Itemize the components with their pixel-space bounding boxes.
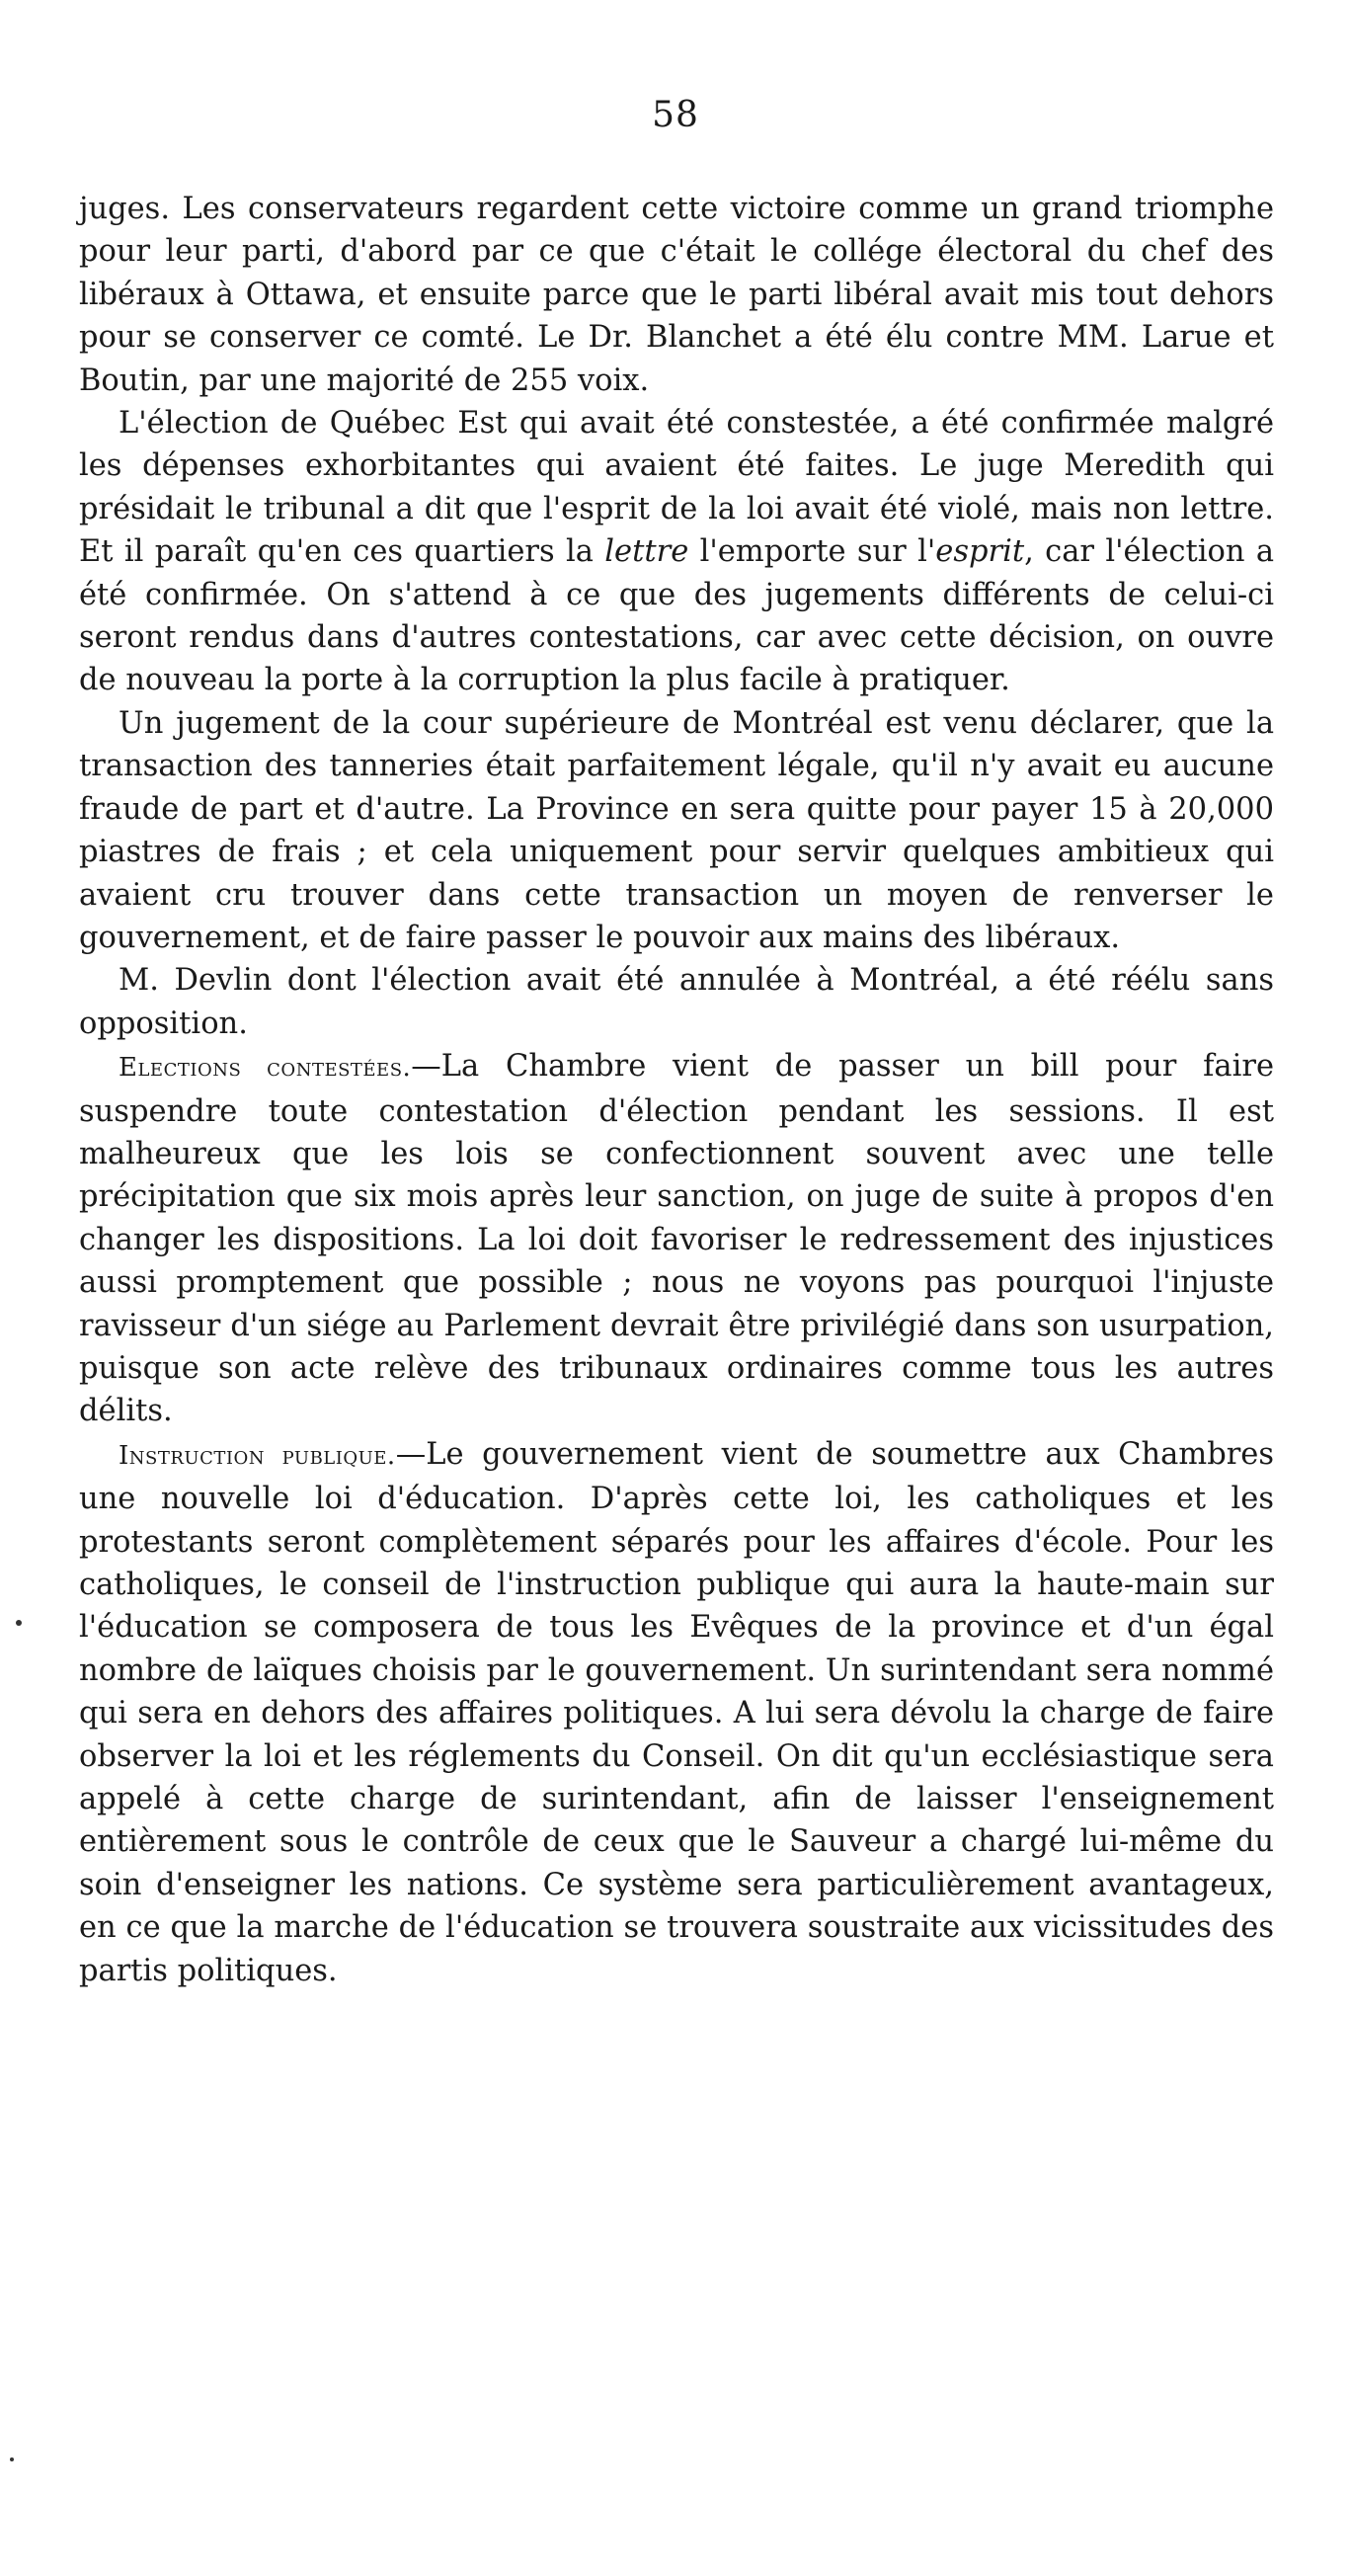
paragraph-p3 [79, 702, 1274, 959]
stray-ink-mark [10, 2457, 14, 2461]
paragraph-p2 [79, 402, 1274, 702]
stray-ink-mark [16, 1620, 22, 1626]
text-run: L'élection de Québec Est qui avait été constestée, a été confirmée malgré les dépenses exhorbitantes qui avaient été faites. Le juge Meredith qui présidait le tribunal a dit que l'esprit de la loi avait été violé, mais non lettre. Et il paraît qu'en ces quartiers la [79, 406, 1274, 570]
italic-word-esprit: esprit [935, 534, 1025, 570]
text-run: —Le gouvernement vient de soumettre aux Chambres une nouvelle loi d'éducation. D'après cette loi, les catholiques et les protestants seront complètement séparés pour les affaires d'école. Pour les catholiques, le conseil de l'instruction publique qui aura la haute-main sur l'éducation se composera de tous les Evêques de la province et d'un égal nombre de laïques choisis par le gouvernement. Un surintendant sera nommé qui sera en dehors des affaires politiques. A lui sera dévolu la charge de faire observer la loi et les réglements du Conseil. On dit qu'un ecclésiastique sera appelé à cette charge de surintendant, afin de laisser l'enseignement entièrement sous le contrôle de ceux que le Sauveur a chargé lui-même du soin d'enseigner les nations. Ce système sera particulièrement avantageux, en ce que la marche de l'éducation se trouvera soustraite aux vicissitudes des partis politiques. [79, 1436, 1275, 1988]
text-run: l'emporte sur l' [688, 534, 936, 570]
body-text [79, 188, 1274, 1992]
paragraph-elections-contestees [79, 1045, 1274, 1433]
text-run: Un jugement de la cour supérieure de Montréal est venu déclarer, que la transaction des tanneries était parfaitement légale, qu'il n'y avait eu aucune fraude de part et d'autre. La Province en sera quitte pour payer 15 à 20,000 piastres de frais ; et cela uniquement pour servir quelques ambitieux qui avaient cru trouver dans cette transaction un moyen de renverser le gouvernement, et de faire passer le pouvoir aux mains des libéraux. [79, 705, 1274, 955]
text-run: —La Chambre vient de passer un bill pour faire suspendre toute contestation d'élection pendant les sessions. Il est malheureux que les lois se confectionnent souvent avec une telle précipitation que six mois après leur sanction, on juge de suite à propos d'en changer les dispositions. La loi doit favoriser le redressement des injustices aussi promptement que possible ; nous ne voyons pas pourquoi l'injuste ravisseur d'un siége au Parlement devrait être privilégié dans son usurpation, puisque son acte relève des tribunaux ordinaires comme tous les autres délits. [79, 1049, 1274, 1429]
italic-word-lettre: lettre [604, 534, 689, 570]
paragraph-instruction-publique [79, 1433, 1274, 1992]
text-run: juges. Les conservateurs regardent cette victoire comme un grand triomphe pour leur parti, d'abord par ce que c'était le collége électoral du chef des libéraux à Ottawa, et ensuite parce que le parti libéral avait mis tout dehors pour se conserver ce comté. Le Dr. Blanchet a été élu contre MM. Larue et Boutin, par une majorité de 255 voix. [79, 192, 1274, 398]
text-run: , car l'élection a été confirmée. On s'attend à ce que des jugements différents de celui-ci seront rendus dans d'autres contestations, car avec cette décision, on ouvre de nouveau la porte à la corruption la plus facile à pratiquer. [79, 534, 1275, 698]
section-heading-instruction: Instruction publique. [119, 1440, 396, 1471]
paragraph-p4 [79, 959, 1274, 1045]
page-number: 58 [652, 95, 699, 135]
paragraph-p1 [79, 188, 1274, 402]
section-heading-elections: Elections contestées. [119, 1053, 412, 1084]
text-run: M. Devlin dont l'élection avait été annulée à Montréal, a été réélu sans opposition. [79, 963, 1274, 1041]
